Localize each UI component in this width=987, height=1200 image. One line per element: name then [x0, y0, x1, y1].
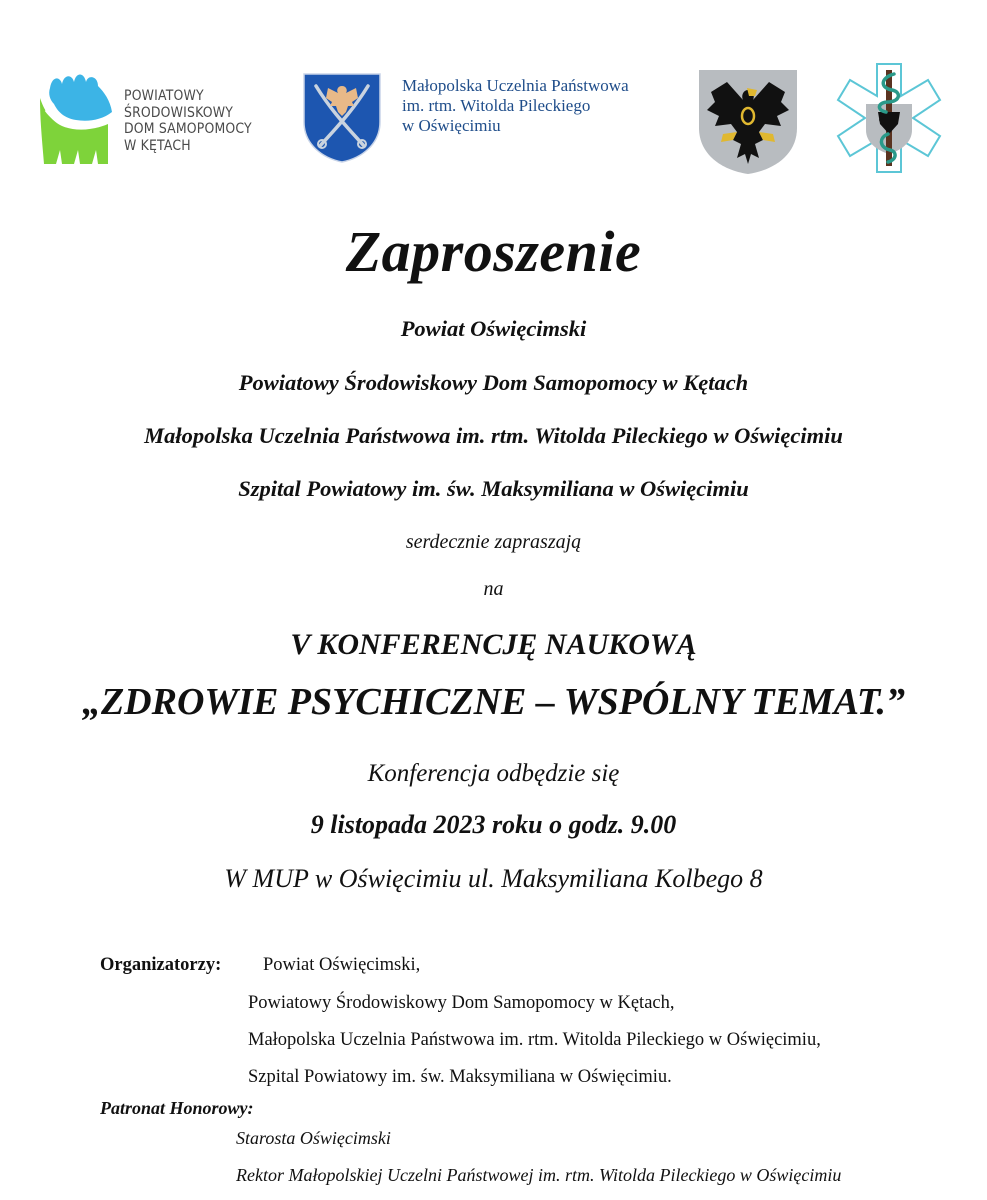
invite-text: serdecznie zapraszają: [405, 531, 582, 553]
page-title: Zaproszenie: [345, 219, 642, 284]
mup-logo-line: im. rtm. Witolda Pileckiego: [402, 96, 591, 115]
conference-name: V KONFERENCJĘ NAUKOWĄ: [290, 628, 697, 661]
mup-logo-line: Małopolska Uczelnia Państwowa: [402, 76, 629, 95]
psdsm-logo-line: ŚRODOWISKOWY: [124, 104, 234, 121]
organizer-item: Powiatowy Środowiskowy Dom Samopomocy w Kętach,: [248, 993, 675, 1013]
organizer-item: Powiat Oświęcimski,: [263, 955, 421, 975]
psdsm-logo-line: DOM SAMOPOMOCY: [124, 121, 252, 137]
patron-item: Starosta Oświęcimski: [236, 1128, 391, 1148]
host-line: Powiat Oświęcimski: [400, 316, 587, 341]
logo-row: [0, 60, 987, 180]
when-intro: Konferencja odbędzie się: [367, 760, 620, 787]
patronage-label: Patronat Honorowy:: [100, 1098, 254, 1118]
psdsm-logo: [36, 70, 266, 170]
star-of-life-rod-of-asclepius-icon: [828, 62, 950, 174]
psdsm-logo-line: W KĘTACH: [124, 137, 191, 154]
mup-logo: [302, 72, 682, 172]
organizer-item: Szpital Powiatowy im. św. Maksymiliana w Oświęcimiu.: [248, 1067, 672, 1087]
conference-theme: „ZDROWIE PSYCHICZNE – WSPÓLNY TEMAT.”: [81, 681, 906, 723]
host-line: Małopolska Uczelnia Państwowa im. rtm. Witolda Pileckiego w Oświęcimiu: [144, 423, 843, 448]
organizers-label: Organizatorzy:: [100, 955, 222, 975]
eagle-crossed-sabres-shield-icon: [302, 72, 382, 164]
mup-logo-text: [402, 76, 629, 136]
people-group-logo-icon: [36, 70, 114, 165]
psdsm-logo-text: [124, 88, 252, 154]
organizer-item: Małopolska Uczelnia Państwowa im. rtm. Witolda Pileckiego w Oświęcimiu,: [248, 1030, 821, 1050]
na-text: na: [483, 578, 504, 600]
black-eagle-coat-of-arms-icon: [697, 68, 799, 176]
mup-logo-line: w Oświęcimiu: [402, 116, 501, 135]
host-line: Szpital Powiatowy im. św. Maksymiliana w Oświęcimiu: [238, 476, 749, 501]
psdsm-logo-line: POWIATOWY: [124, 88, 204, 104]
event-date: 9 listopada 2023 roku o godz. 9.00: [310, 810, 677, 839]
host-line: Powiatowy Środowiskowy Dom Samopomocy w Kętach: [238, 370, 749, 395]
event-place: W MUP w Oświęcimiu ul. Maksymiliana Kolbego 8: [224, 864, 763, 893]
patron-item: Rektor Małopolskiej Uczelni Państwowej im. rtm. Witolda Pileckiego w Oświęcimiu: [236, 1165, 842, 1185]
